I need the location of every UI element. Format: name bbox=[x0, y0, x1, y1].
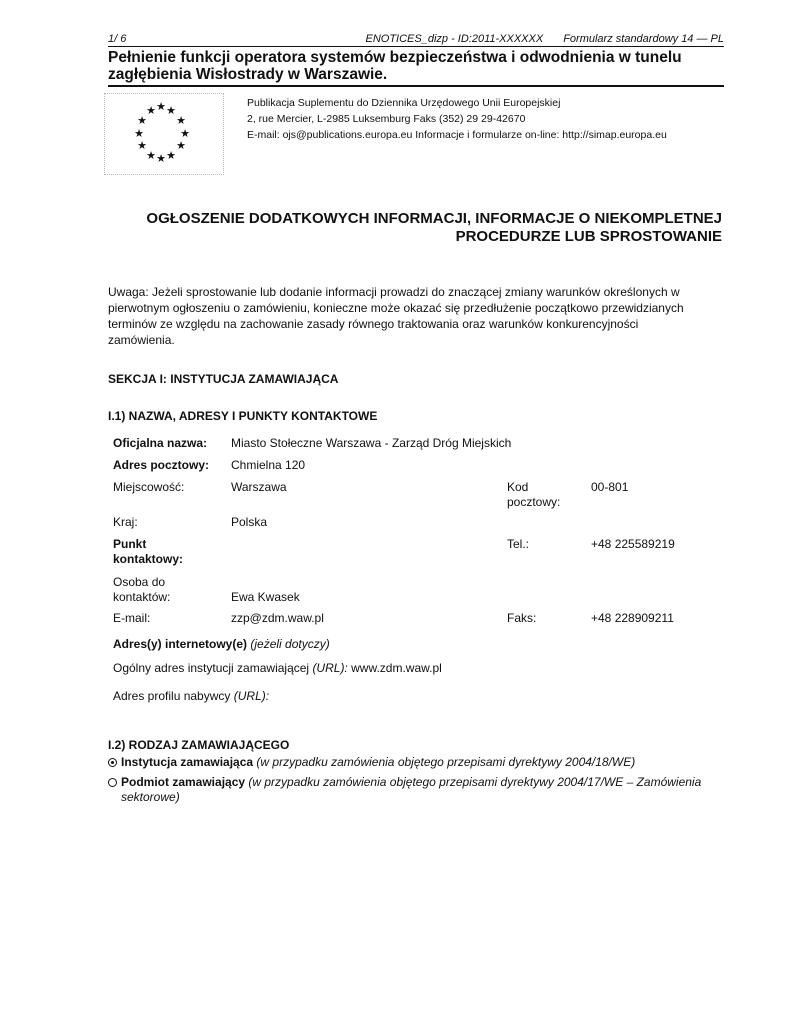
warning-note bbox=[108, 284, 720, 348]
radio-selected-icon[interactable] bbox=[108, 758, 117, 767]
page-header bbox=[108, 33, 724, 45]
postal-address-value: Chmielna 120 bbox=[231, 458, 306, 472]
email-label: E-mail: bbox=[113, 611, 151, 625]
contact-person-label-line-1: Osoba do bbox=[113, 575, 166, 589]
country-value: Polska bbox=[231, 515, 268, 529]
buyer-profile-row bbox=[113, 689, 269, 704]
publication-line-3: E-mail: ojs@publications.europa.eu Informacje i formularze on-line: http://simap.europa.eu bbox=[247, 129, 667, 141]
buyer-profile-label: Adres profilu nabywcy bbox=[113, 689, 231, 703]
contact-person-label bbox=[113, 575, 170, 605]
postcode-label-line-2: pocztowy: bbox=[507, 495, 561, 509]
general-url-label-url: (URL): bbox=[312, 661, 348, 675]
option-2-label: Podmiot zamawiający bbox=[121, 775, 246, 789]
title-line-2: zagłębienia Wisłostrady w Warszawie. bbox=[108, 66, 388, 83]
title-line-1: Pełnienie funkcji operatora systemów bezpieczeństwa i odwodnienia w tunelu bbox=[108, 49, 682, 66]
svg-text:★: ★ bbox=[180, 127, 190, 140]
email-value[interactable]: zzp@zdm.waw.pl bbox=[231, 611, 324, 625]
document-title bbox=[108, 46, 724, 87]
svg-text:★: ★ bbox=[166, 104, 176, 117]
form-name: Formularz standardowy 14 — PL bbox=[563, 33, 724, 45]
general-url-value[interactable]: www.zdm.waw.pl bbox=[351, 661, 442, 675]
publication-info bbox=[247, 95, 667, 143]
postcode-label-line-1: Kod bbox=[507, 480, 529, 494]
tel-value: +48 225589219 bbox=[591, 537, 675, 551]
contracting-authority-option[interactable] bbox=[108, 755, 726, 770]
radio-unselected-icon[interactable] bbox=[108, 778, 117, 787]
contact-person-label-line-2: kontaktów: bbox=[113, 590, 171, 604]
svg-text:★: ★ bbox=[137, 114, 147, 127]
notice-type-title bbox=[108, 210, 722, 246]
notice-type-line-1: OGŁOSZENIE DODATKOWYCH INFORMACJI, INFORMACJE O NIEKOMPLETNEJ bbox=[146, 210, 722, 227]
eu-flag-logo bbox=[104, 93, 224, 175]
svg-text:★: ★ bbox=[176, 139, 186, 152]
eu-stars-icon bbox=[105, 94, 223, 174]
internet-address-note: (jeżeli dotyczy) bbox=[250, 637, 330, 651]
page-number: 1/ 6 bbox=[108, 33, 127, 45]
subsection-1-2-heading: I.2) RODZAJ ZAMAWIAJĄCEGO bbox=[108, 738, 290, 752]
contact-person-value: Ewa Kwasek bbox=[231, 590, 300, 604]
postcode-value: 00-801 bbox=[591, 480, 629, 494]
note-line-3: terminów ze względu na zachowanie zasady równego traktowania oraz warunków konkurencyjności bbox=[108, 317, 639, 331]
postal-address-label: Adres pocztowy: bbox=[113, 458, 210, 472]
postcode-label bbox=[507, 480, 560, 510]
publication-line-1: Publikacja Suplementu do Dziennika Urzędowego Unii Europejskiej bbox=[247, 97, 561, 109]
city-label: Miejscowość: bbox=[113, 480, 185, 494]
internet-address-heading bbox=[113, 637, 330, 652]
publication-line-2: 2, rue Mercier, L-2985 Luksemburg Faks (352) 29 29-42670 bbox=[247, 113, 526, 125]
note-line-1: Uwaga: Jeżeli sprostowanie lub dodanie informacji prowadzi do znaczącej zmiany warunków określonych w bbox=[108, 285, 680, 299]
city-value: Warszawa bbox=[231, 480, 287, 494]
country-label: Kraj: bbox=[113, 515, 138, 529]
notice-id: ENOTICES_dizp - ID:2011-XXXXXX bbox=[365, 33, 544, 45]
official-name-value: Miasto Stołeczne Warszawa - Zarząd Dróg Miejskich bbox=[231, 436, 512, 450]
svg-text:★: ★ bbox=[146, 149, 156, 162]
option-1-note: (w przypadku zamówienia objętego przepisami dyrektywy 2004/18/WE) bbox=[256, 755, 636, 769]
official-name-label: Oficjalna nazwa: bbox=[113, 436, 208, 450]
section-1-heading: SEKCJA I: INSTYTUCJA ZAMAWIAJĄCA bbox=[108, 372, 339, 386]
notice-type-line-2: PROCEDURZE LUB SPROSTOWANIE bbox=[455, 228, 722, 245]
svg-text:★: ★ bbox=[137, 139, 147, 152]
fax-label: Faks: bbox=[507, 611, 537, 625]
option-2-note-line-2: sektorowe) bbox=[121, 790, 180, 804]
option-2-note-line-1: (w przypadku zamówienia objętego przepisami dyrektywy 2004/17/WE – Zamówienia bbox=[248, 775, 702, 789]
svg-text:★: ★ bbox=[176, 114, 186, 127]
general-url-row bbox=[113, 661, 442, 676]
contact-point-label-line-1: Punkt bbox=[113, 537, 147, 551]
contact-point-label bbox=[113, 537, 183, 567]
fax-value: +48 228909211 bbox=[591, 611, 674, 625]
option-1-label: Instytucja zamawiająca bbox=[121, 755, 254, 769]
note-line-4: zamówienia. bbox=[108, 333, 175, 347]
svg-text:★: ★ bbox=[146, 104, 156, 117]
contact-point-label-line-2: kontaktowy: bbox=[113, 552, 184, 566]
svg-text:★: ★ bbox=[156, 152, 166, 165]
tel-label: Tel.: bbox=[507, 537, 530, 551]
svg-text:★: ★ bbox=[156, 100, 166, 113]
svg-text:★: ★ bbox=[166, 149, 176, 162]
subsection-1-1-heading: I.1) NAZWA, ADRESY I PUNKTY KONTAKTOWE bbox=[108, 409, 378, 423]
svg-text:★: ★ bbox=[134, 127, 144, 140]
buyer-profile-label-url: (URL): bbox=[233, 689, 270, 703]
note-line-2: pierwotnym ogłoszeniu o zamówieniu, konieczne może okazać się przedłużenie początkowo przewidzianych bbox=[108, 301, 684, 315]
general-url-label: Ogólny adres instytucji zamawiającej bbox=[113, 661, 310, 675]
contracting-entity-option[interactable] bbox=[108, 775, 726, 805]
internet-address-label: Adres(y) internetowy(e) bbox=[113, 637, 248, 651]
